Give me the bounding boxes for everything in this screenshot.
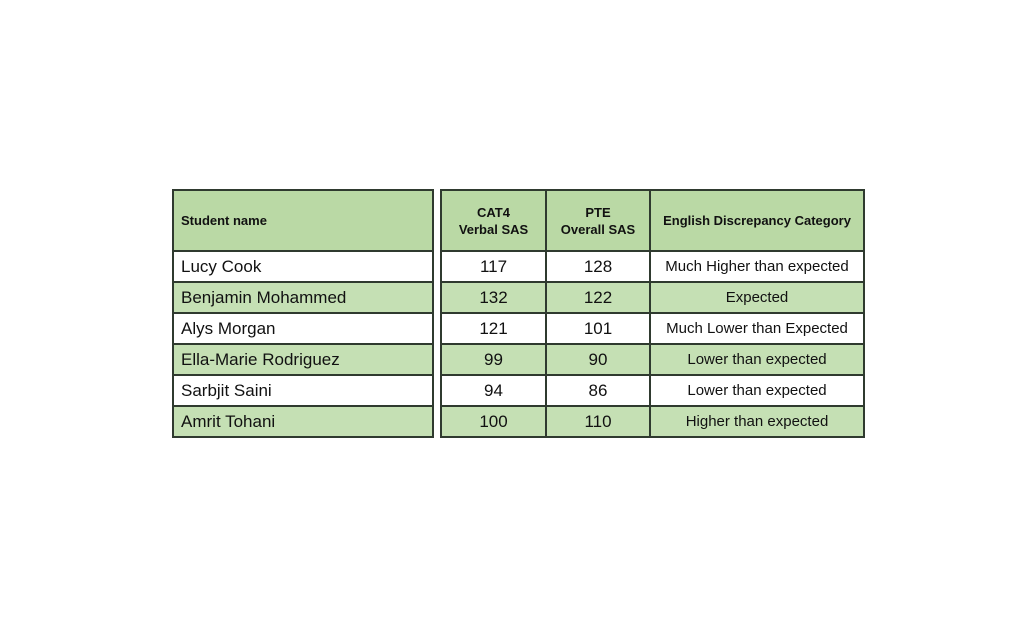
table-row — [441, 406, 864, 437]
table-row — [173, 375, 433, 406]
cat4-score-cell: 121 — [441, 313, 546, 344]
discrepancy-category-cell: Much Lower than Expected — [650, 313, 864, 344]
student-name-cell: Ella-Marie Rodriguez — [173, 344, 433, 375]
cat4-score-cell: 117 — [441, 251, 546, 282]
student-name-cell: Benjamin Mohammed — [173, 282, 433, 313]
pte-header-line-1: PTE — [585, 204, 611, 220]
table-row — [441, 375, 864, 406]
cat4-header-line-1: CAT4 — [477, 204, 510, 220]
student-names-table — [172, 189, 434, 438]
cat4-verbal-sas-header — [441, 190, 546, 251]
pte-score-cell: 122 — [546, 282, 650, 313]
cat4-score-cell: 100 — [441, 406, 546, 437]
table-row — [441, 344, 864, 375]
pte-score-cell: 86 — [546, 375, 650, 406]
cat4-score-cell: 132 — [441, 282, 546, 313]
table-row — [173, 313, 433, 344]
table-row — [441, 282, 864, 313]
table-row — [441, 251, 864, 282]
cat4-header-line-2: Verbal SAS — [458, 221, 529, 237]
table-row — [173, 406, 433, 437]
table-row — [173, 344, 433, 375]
pte-score-cell: 90 — [546, 344, 650, 375]
pte-score-cell: 128 — [546, 251, 650, 282]
pte-overall-sas-header — [546, 190, 650, 251]
table-row — [173, 251, 433, 282]
discrepancy-category-cell: Expected — [650, 282, 864, 313]
pte-score-cell: 110 — [546, 406, 650, 437]
table-row — [173, 282, 433, 313]
discrepancy-category-header: English Discrepancy Category — [650, 190, 864, 251]
table-row — [441, 313, 864, 344]
pte-score-cell: 101 — [546, 313, 650, 344]
discrepancy-category-cell: Lower than expected — [650, 375, 864, 406]
discrepancy-category-cell: Much Higher than expected — [650, 251, 864, 282]
student-name-header: Student name — [173, 190, 433, 251]
cat4-score-cell: 94 — [441, 375, 546, 406]
student-name-cell: Alys Morgan — [173, 313, 433, 344]
student-name-cell: Lucy Cook — [173, 251, 433, 282]
scores-table — [440, 189, 865, 438]
discrepancy-category-cell: Lower than expected — [650, 344, 864, 375]
discrepancy-category-cell: Higher than expected — [650, 406, 864, 437]
pte-header-line-2: Overall SAS — [560, 221, 636, 237]
cat4-score-cell: 99 — [441, 344, 546, 375]
student-name-cell: Amrit Tohani — [173, 406, 433, 437]
student-name-cell: Sarbjit Saini — [173, 375, 433, 406]
